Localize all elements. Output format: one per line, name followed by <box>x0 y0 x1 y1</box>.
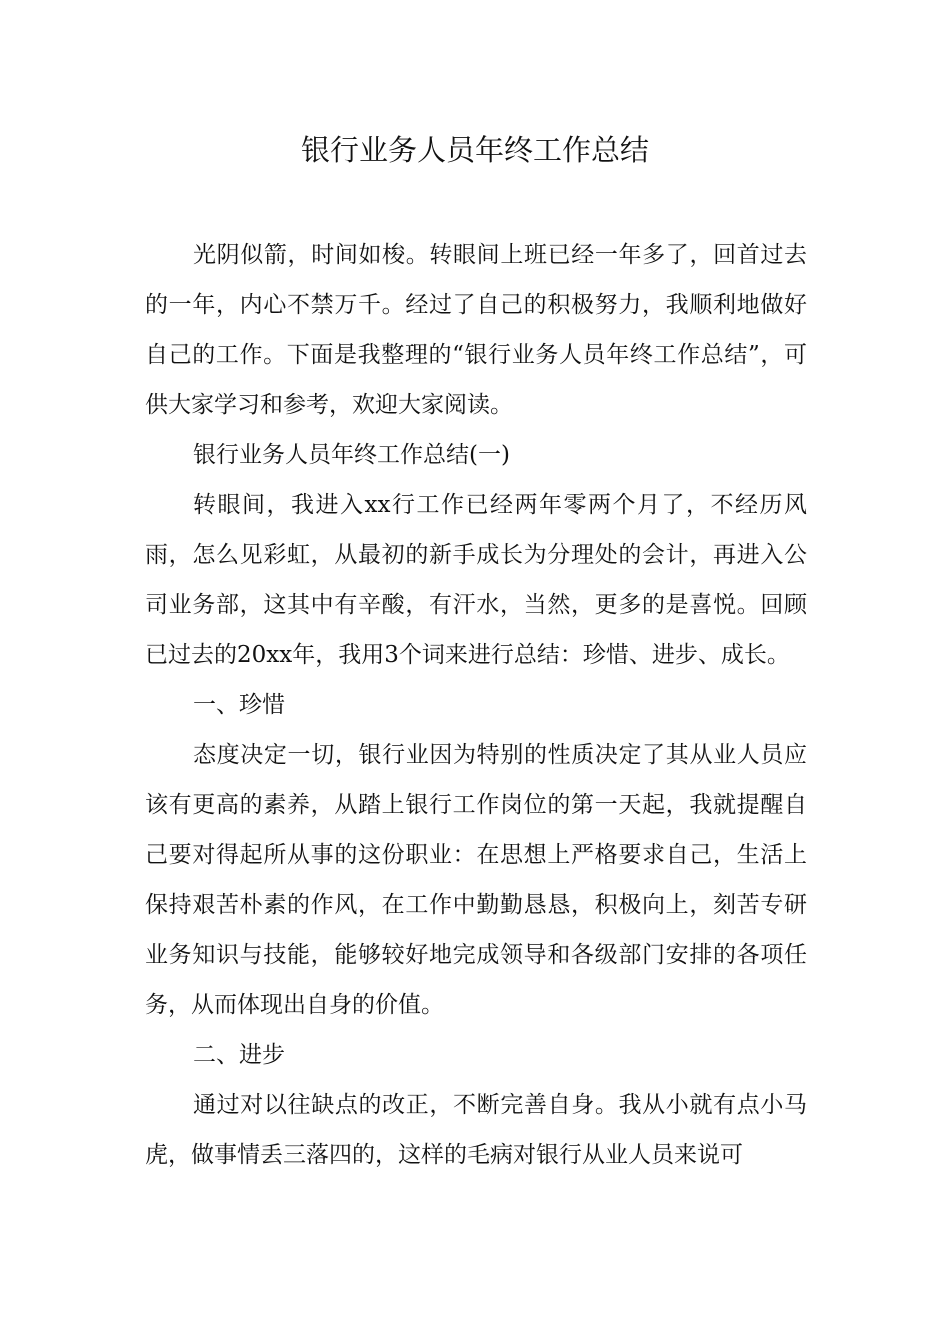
overview-paragraph: 转眼间，我进入xx行工作已经两年零两个月了，不经历风雨，怎么见彩虹，从最初的新手成长为分理处的会计，再进入公司业务部，这其中有辛酸，有汗水，当然，更多的是喜悦。回顾已过去的20xx年，我用3个词来进行总结：珍惜、进步、成长。 <box>145 492 807 668</box>
section-title-part-one: 银行业务人员年终工作总结(一) <box>193 442 510 468</box>
heading-progress: 二、进步 <box>193 1042 285 1068</box>
intro-paragraph: 光阴似箭，时间如梭。转眼间上班已经一年多了，回首过去的一年，内心不禁万千。经过了自己的积极努力，我顺利地做好自己的工作。下面是我整理的“银行业务人员年终工作总结”，可供大家学习和参考，欢迎大家阅读。 <box>145 242 807 418</box>
cherish-paragraph: 态度决定一切，银行业因为特别的性质决定了其从业人员应该有更高的素养，从踏上银行工作岗位的第一天起，我就提醒自己要对得起所从事的这份职业：在思想上严格要求自己，生活上保持艰苦朴素的作风，在工作中勤勤恳恳，积极向上，刻苦专研业务知识与技能，能够较好地完成领导和各级部门安排的各项任务，从而体现出自身的价值。 <box>145 742 807 1018</box>
document-title: 银行业务人员年终工作总结 <box>300 133 649 167</box>
document-body <box>145 230 807 1180</box>
progress-paragraph: 通过对以往缺点的改正，不断完善自身。我从小就有点小马虎，做事情丢三落四的，这样的毛病对银行从业人员来说可 <box>145 1092 807 1168</box>
heading-cherish: 一、珍惜 <box>193 692 285 718</box>
